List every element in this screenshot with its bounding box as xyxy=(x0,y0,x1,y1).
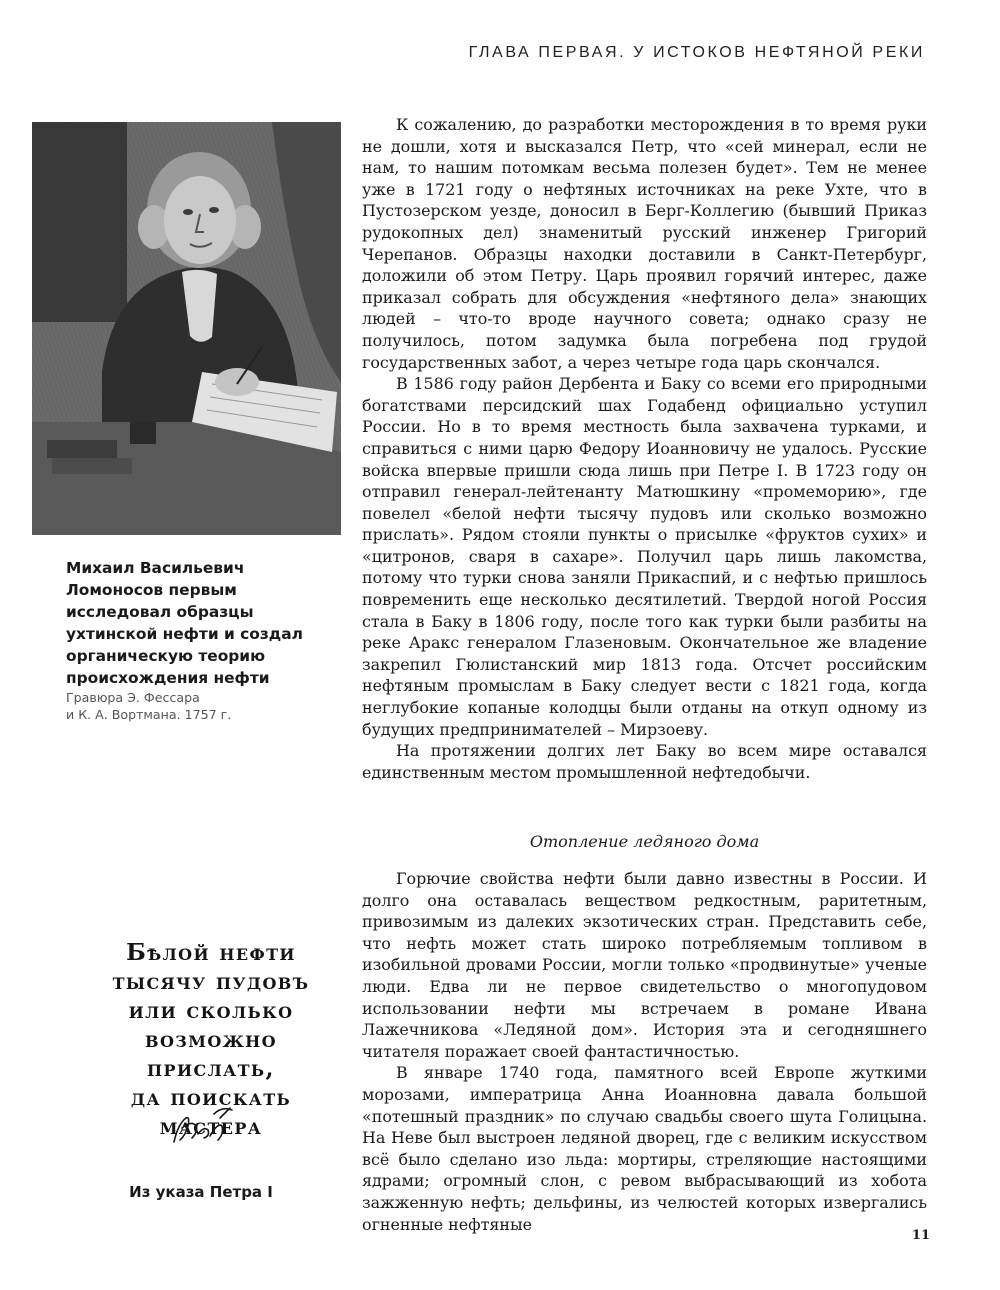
paragraph: К сожалению, до разработки месторождения в то время руки не дошли, хотя и высказался Петр, что «сей минерал, если не нам, то нашим потомкам весьма полезен будет». Тем не менее уже в 1721 году о нефтяных источниках на реке Ухте, что в Пустозерском уезде, доносил в Берг-Коллегию (бывший Приказ рудокопных дел) знаменитый русский инженер Григорий Черепанов. Образцы находки доставили в Санкт-Петербург, доложили об этом Петру. Царь проявил горячий интерес, даже приказал собрать для обсуждения «нефтяного дела» знающих людей – что-то вроде научного совета; однако сразу не получилось, потом задумка была погребена под грудой государственных забот, а через четыре года царь скончался. xyxy=(362,115,927,372)
portrait-credit xyxy=(66,689,296,723)
quote-line: мастера xyxy=(159,1113,263,1140)
page-number: 11 xyxy=(911,1228,930,1243)
peter-signature xyxy=(168,1104,238,1149)
quote-line: да поискать xyxy=(130,1084,292,1111)
portrait-illustration xyxy=(32,122,341,535)
credit-line-2: и К. А. Вортмана. 1757 г. xyxy=(66,707,232,722)
quote-line: или сколько xyxy=(128,997,294,1024)
quote-source: Из указа Петра I xyxy=(129,1183,273,1201)
paragraph: На протяжении долгих лет Баку во всем мире оставался единственным местом промышленной нефтедобычи. xyxy=(362,741,927,782)
paragraph: Горючие свойства нефти были давно известны в России. И долго она оставалась веществом редкостным, раритетным, привозимым из далеких экзотических стран. Представить себе, что нефть может стать широко потребляемым топливом в изобильной дровами России, могли только «продвинутые» ученые люди. Едва ли не первое свидетельство о многопудовом использовании нефти мы встречаем в романе Ивана Лажечникова «Ледяной дом». История эта и сегодняшнего читателя поражает своей фантастичностью. xyxy=(362,869,927,1061)
portrait-engraving xyxy=(32,122,341,535)
main-text-top xyxy=(362,114,927,783)
quote-line: тысячу пудовъ xyxy=(112,968,310,995)
main-text-bottom xyxy=(362,868,927,1235)
paragraph: В 1586 году район Дербента и Баку со всеми его природными богатствами персидский шах Годабенд официально уступил России. Но в то время местность была захвачена турками, и справиться с ними царю Федору Иоанновичу не удалось. Русские войска впервые пришли сюда лишь при Петре I. В 1723 году он отправил генерал-лейтенанту Матюшкину «промеморию», где повелел «белой нефти тысячу пудовъ или сколько возможно прислать». Рядом стояли пункты о присылке «фруктов сухих» и «цитронов, сваря в сахаре». Получил царь лишь лакомства, потому что турки снова заняли Прикаспий, и с нефтью пришлось повременить еще несколько десятилетий. Твердой ногой Россия стала в Баку в 1806 году, после того как турки были разбиты на реке Аракс генералом Глазеновым. Окончательное же владение закрепил Гюлистанский мир 1813 года. Отсчет российским нефтяным промыслам в Баку следует вести с 1821 года, когда неглубокие копаные колодцы были отданы на откуп одному из будущих предпринимателей – Мирзоеву. xyxy=(362,374,927,739)
section-subheading: Отопление ледяного дома xyxy=(529,832,760,851)
portrait-caption: Михаил Васильевич Ломоносов первым исследовал образцы ухтинской нефти и создал органическую теорию происхождения нефти xyxy=(66,559,303,687)
quote-line: прислать, xyxy=(147,1055,275,1082)
credit-line-1: Гравюра Э. Фессара xyxy=(66,690,200,705)
quote-line: возможно xyxy=(145,1026,277,1053)
signature-drawing xyxy=(168,1104,238,1149)
paragraph: В январе 1740 года, памятного всей Европе жуткими морозами, императрица Анна Иоанновна давала большой «потешный праздник» по случаю свадьбы своего шута Голицына. На Неве был выстроен ледяной дворец, где с великим искусством всё было сделано изо льда: мортиры, стреляющие настоящими ядрами; огромный слон, с ревом выбрасывающий из хобота зажженную нефть; дельфины, из челюстей которых извергались огненные нефтяные xyxy=(362,1063,927,1234)
quote-line: Бѣлой нефти xyxy=(126,939,296,966)
running-header: ГЛАВА ПЕРВАЯ. У ИСТОКОВ НЕФТЯНОЙ РЕКИ xyxy=(468,44,925,61)
